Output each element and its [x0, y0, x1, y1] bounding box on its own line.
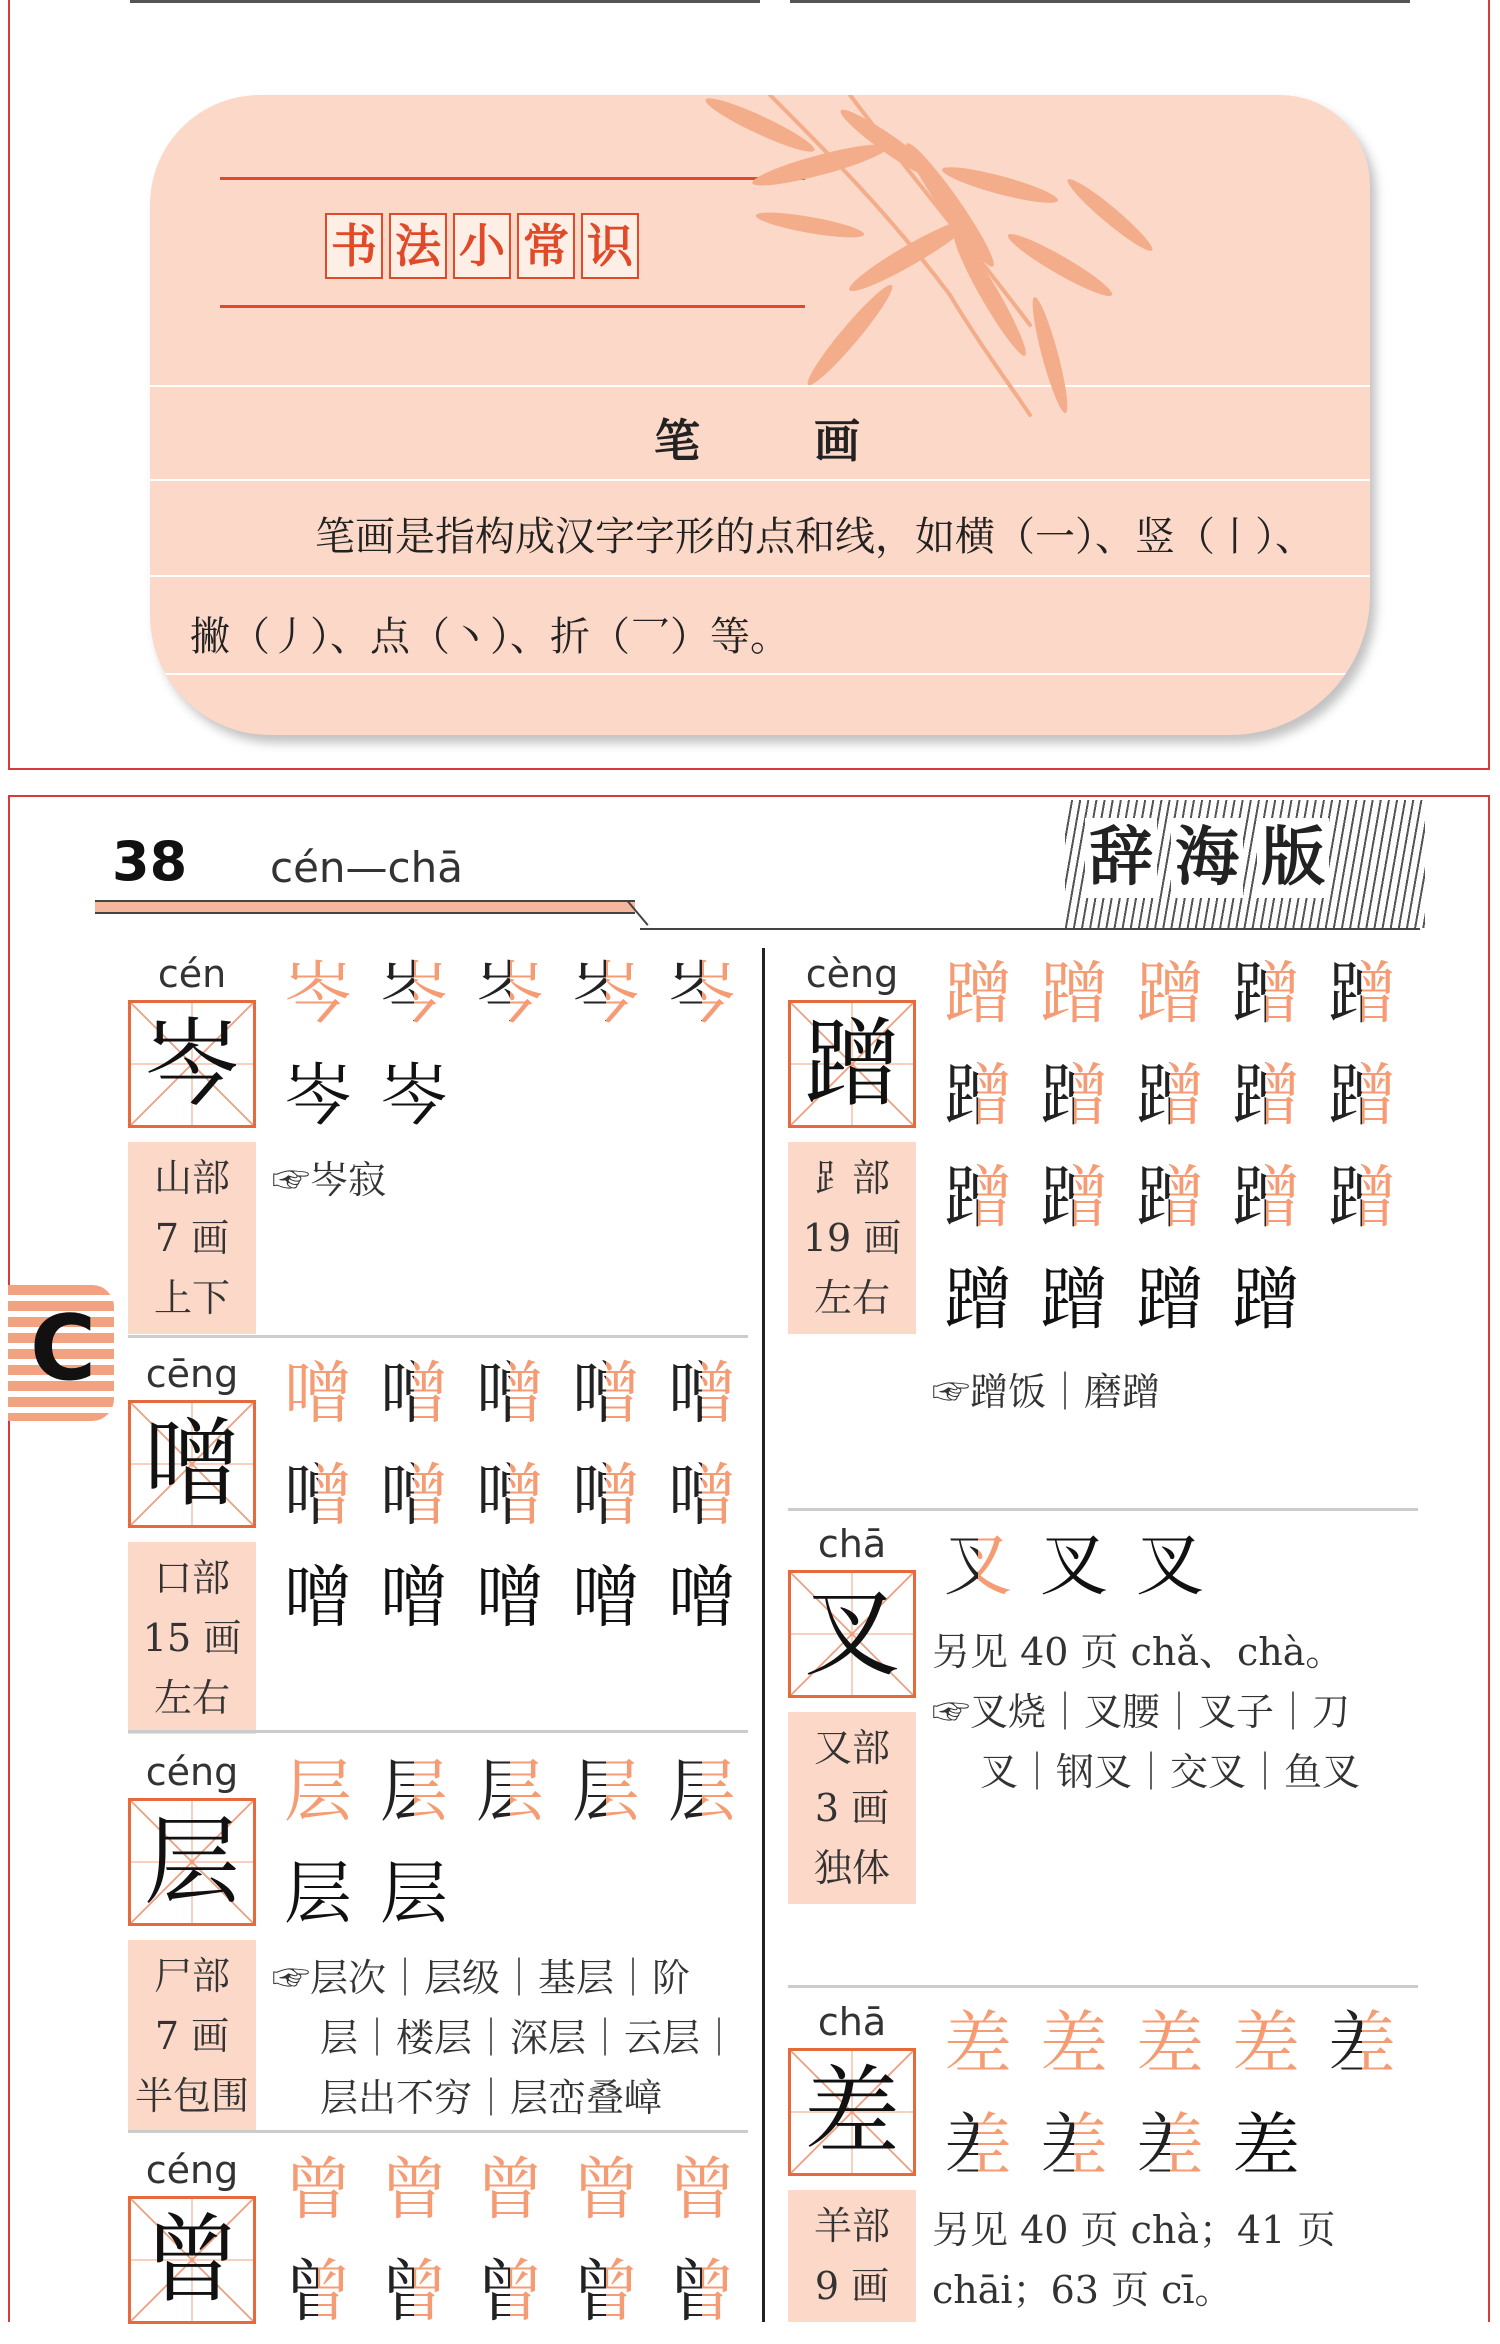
entry-separator — [128, 1335, 748, 1338]
entry-see-also — [932, 2200, 1335, 2320]
stroke-step: 噌 — [283, 1355, 352, 1434]
stroke-step: 叉 — [1039, 1527, 1108, 1606]
entry-words: ☞岑寂 — [272, 1158, 387, 1202]
entry-words-line: 层出不穷｜层峦叠嶂 — [320, 2076, 663, 2120]
stroke-step: 蹭 — [1039, 955, 1108, 1034]
entry-stroke-count: 7 画 — [154, 1216, 230, 1260]
edition-char: 版 — [1257, 818, 1329, 898]
stroke-step: 曾 — [558, 2242, 654, 2344]
entry-radical: ⻊部 — [813, 1156, 890, 1200]
stroke-step: 差 — [1135, 2005, 1204, 2084]
edition-label — [1085, 818, 1329, 898]
stroke-step: 噌 — [366, 1344, 462, 1446]
calligraphy-tip-card — [150, 95, 1370, 735]
stroke-step: 蹭 — [1231, 1261, 1300, 1340]
top-rule-left — [130, 0, 760, 3]
tip-subtitle — [150, 405, 1370, 471]
stroke-order-forms — [930, 1994, 1420, 2198]
entry-head-char-box — [128, 1400, 256, 1528]
entry-structure: 独体 — [813, 1846, 890, 1890]
stroke-step: 噌 — [654, 1446, 750, 1548]
stroke-step: 岑 — [283, 955, 352, 1034]
stroke-order-forms — [270, 1742, 750, 1946]
stroke-step: 噌 — [283, 1559, 352, 1638]
stroke-step: 差 — [943, 2005, 1012, 2084]
entry-head-char: 层 — [144, 1806, 240, 1918]
stroke-step: 蹭 — [1122, 1148, 1218, 1250]
stroke-step: 层 — [558, 1742, 654, 1844]
entry-separator — [788, 1508, 1418, 1511]
stroke-step: 差 — [1122, 2096, 1218, 2198]
stroke-step: 蹭 — [1026, 1046, 1122, 1148]
entry-head-char-box — [788, 1000, 916, 1128]
stroke-step: 层 — [366, 1742, 462, 1844]
stroke-step: 岑 — [379, 1057, 448, 1136]
entry-pinyin: chā — [817, 1522, 887, 1566]
entry-stroke-count: 7 画 — [154, 2014, 230, 2058]
stroke-step: 层 — [283, 1753, 352, 1832]
stroke-step: 蹭 — [1218, 944, 1314, 1046]
stroke-order-forms — [270, 2140, 750, 2344]
entry-words — [272, 1948, 738, 2128]
stroke-step: 噌 — [366, 1446, 462, 1548]
stroke-order-forms — [930, 1516, 1420, 1618]
stroke-step: 差 — [1231, 2107, 1300, 2186]
stroke-step: 噌 — [571, 1559, 640, 1638]
entry-radical: 山部 — [153, 1156, 230, 1200]
card-rule — [150, 479, 1370, 481]
stroke-step: 蹭 — [1314, 944, 1410, 1046]
stroke-step: 叉 — [1135, 1527, 1204, 1606]
title-char: 识 — [581, 213, 639, 279]
stroke-step: 蹭 — [1218, 1148, 1314, 1250]
stroke-step: 岑 — [366, 944, 462, 1046]
entry-see-also-line: chāi；63 页 cī。 — [932, 2268, 1233, 2312]
entry-head-char: 蹭 — [804, 1008, 900, 1120]
entry-head-char-box — [788, 1570, 916, 1698]
stroke-step: 叉 — [930, 1516, 1026, 1618]
stroke-step: 噌 — [558, 1446, 654, 1548]
entry-head-char-box — [128, 1798, 256, 1926]
stroke-step: 噌 — [270, 1446, 366, 1548]
entry-pinyin: cēng — [145, 1352, 239, 1396]
stroke-order-forms — [270, 944, 750, 1148]
entry-stroke-count: 9 画 — [814, 2264, 890, 2308]
stroke-step: 岑 — [283, 1057, 352, 1136]
entry-pinyin: cèng — [805, 952, 899, 996]
entry-head-char-box — [128, 2196, 256, 2324]
entry-info-box — [788, 1142, 916, 1334]
stroke-step: 蹭 — [943, 1261, 1012, 1340]
entry-words-line: 叉｜钢叉｜交叉｜鱼叉 — [980, 1750, 1361, 1794]
stroke-step: 曾 — [475, 2151, 544, 2230]
stroke-step: 差 — [1231, 2005, 1300, 2084]
page-number: 38 — [112, 830, 188, 893]
stroke-step: 层 — [283, 1855, 352, 1934]
entry-head-char: 曾 — [144, 2204, 240, 2316]
letter-index-tab[interactable] — [8, 1285, 114, 1421]
entry-radical: 尸部 — [153, 1954, 230, 1998]
stroke-step: 差 — [1026, 2096, 1122, 2198]
entry-radical: 口部 — [153, 1556, 230, 1600]
entry-pinyin: céng — [145, 2148, 239, 2192]
stroke-step: 曾 — [270, 2242, 366, 2344]
entry-see-also-line: 另见 40 页 chà；41 页 — [932, 2208, 1336, 2252]
entry-pinyin: chā — [817, 2000, 887, 2044]
stroke-step: 蹭 — [930, 1148, 1026, 1250]
entry-words — [932, 1622, 1360, 1802]
entry-radical: 羊部 — [813, 2204, 890, 2248]
entry-head-char: 叉 — [804, 1578, 900, 1690]
stroke-step: 岑 — [558, 944, 654, 1046]
stroke-step: 差 — [930, 2096, 1026, 2198]
stroke-step: 曾 — [462, 2242, 558, 2344]
stroke-step: 蹭 — [930, 1046, 1026, 1148]
entry-words: ☞蹭饭｜磨蹭 — [932, 1370, 1161, 1414]
entry-pinyin: céng — [145, 1750, 239, 1794]
entry-head-char: 差 — [804, 2056, 900, 2168]
stroke-step: 噌 — [654, 1344, 750, 1446]
entry-pinyin: cén — [157, 952, 227, 996]
stroke-step: 层 — [379, 1855, 448, 1934]
stroke-step: 曾 — [654, 2242, 750, 2344]
entry-radical: 又部 — [813, 1726, 890, 1770]
title-char: 书 — [325, 213, 383, 279]
entry-words-line: ☞叉烧｜叉腰｜叉子｜刀 — [932, 1690, 1351, 1734]
entry-structure: 左右 — [813, 1276, 890, 1320]
tip-title — [325, 213, 645, 279]
stroke-step: 层 — [462, 1742, 558, 1844]
entry-stroke-count: 15 画 — [142, 1616, 242, 1660]
header-rule — [640, 928, 1420, 930]
header-rule-accent — [95, 900, 635, 914]
entry-separator — [128, 1730, 748, 1733]
bamboo-illustration — [650, 95, 1210, 425]
entry-info-box — [128, 1142, 256, 1334]
stroke-step: 曾 — [366, 2242, 462, 2344]
stroke-step: 噌 — [379, 1559, 448, 1638]
entry-info-box — [788, 1712, 916, 1904]
stroke-step: 噌 — [462, 1344, 558, 1446]
card-rule — [150, 673, 1370, 675]
stroke-step: 蹭 — [1314, 1148, 1410, 1250]
stroke-step: 曾 — [571, 2151, 640, 2230]
stroke-order-forms — [930, 944, 1420, 1352]
stroke-step: 曾 — [667, 2151, 736, 2230]
stroke-step: 曾 — [379, 2151, 448, 2230]
edition-char: 辞 — [1085, 818, 1157, 898]
entry-head-char: 岑 — [144, 1008, 240, 1120]
stroke-step: 差 — [1039, 2005, 1108, 2084]
stroke-step: 蹭 — [1135, 955, 1204, 1034]
stroke-step: 层 — [654, 1742, 750, 1844]
entry-words-line: ☞层次｜层级｜基层｜阶 — [272, 1956, 691, 2000]
entry-stroke-count: 3 画 — [814, 1786, 890, 1830]
stroke-step: 蹭 — [1218, 1046, 1314, 1148]
stroke-step: 岑 — [654, 944, 750, 1046]
tip-text-line-2: 撇（丿）、点（丶）、折（乛）等。 — [190, 614, 790, 660]
stroke-step: 噌 — [667, 1559, 736, 1638]
entry-separator — [128, 2130, 748, 2133]
stroke-step: 蹭 — [1026, 1148, 1122, 1250]
entry-structure: 上下 — [153, 1276, 230, 1320]
stroke-step: 蹭 — [943, 955, 1012, 1034]
entry-head-char-box — [788, 2048, 916, 2176]
entry-head-char: 噌 — [144, 1408, 240, 1520]
page-pinyin-range: cén—chā — [270, 843, 463, 892]
entry-see-also: 另见 40 页 chǎ、chà。 — [932, 1630, 1344, 1674]
stroke-step: 岑 — [462, 944, 558, 1046]
edition-char: 海 — [1171, 818, 1243, 898]
entry-stroke-count: 19 画 — [802, 1216, 902, 1260]
top-rule-right — [790, 0, 1410, 3]
column-divider — [762, 948, 765, 2322]
title-char: 法 — [389, 213, 447, 279]
title-char: 常 — [517, 213, 575, 279]
stroke-step: 噌 — [558, 1344, 654, 1446]
subtitle-char: 笔 — [654, 414, 706, 468]
title-char: 小 — [453, 213, 511, 279]
stroke-step: 蹭 — [1314, 1046, 1410, 1148]
stroke-order-forms — [270, 1344, 750, 1650]
entry-head-char-box — [128, 1000, 256, 1128]
entry-info-box — [128, 1542, 256, 1734]
stroke-step: 蹭 — [1122, 1046, 1218, 1148]
stroke-step: 噌 — [475, 1559, 544, 1638]
stroke-step: 曾 — [283, 2151, 352, 2230]
letter-index-label: C — [30, 1296, 97, 1401]
entry-separator — [788, 1985, 1418, 1988]
stroke-step: 蹭 — [1039, 1261, 1108, 1340]
entry-info-box — [788, 2190, 916, 2322]
entry-words-line: 层｜楼层｜深层｜云层｜ — [320, 2016, 739, 2060]
tip-text-line-1: 笔画是指构成汉字字形的点和线，如横（一）、竖（丨）、 — [315, 514, 1315, 560]
stroke-step: 差 — [1314, 1994, 1410, 2096]
stroke-step: 噌 — [462, 1446, 558, 1548]
subtitle-char: 画 — [814, 414, 866, 468]
stroke-step: 蹭 — [1135, 1261, 1204, 1340]
entry-structure: 左右 — [153, 1676, 230, 1720]
card-rule — [150, 575, 1370, 577]
entry-info-box — [128, 1940, 256, 2132]
entry-structure: 半包围 — [134, 2074, 249, 2118]
